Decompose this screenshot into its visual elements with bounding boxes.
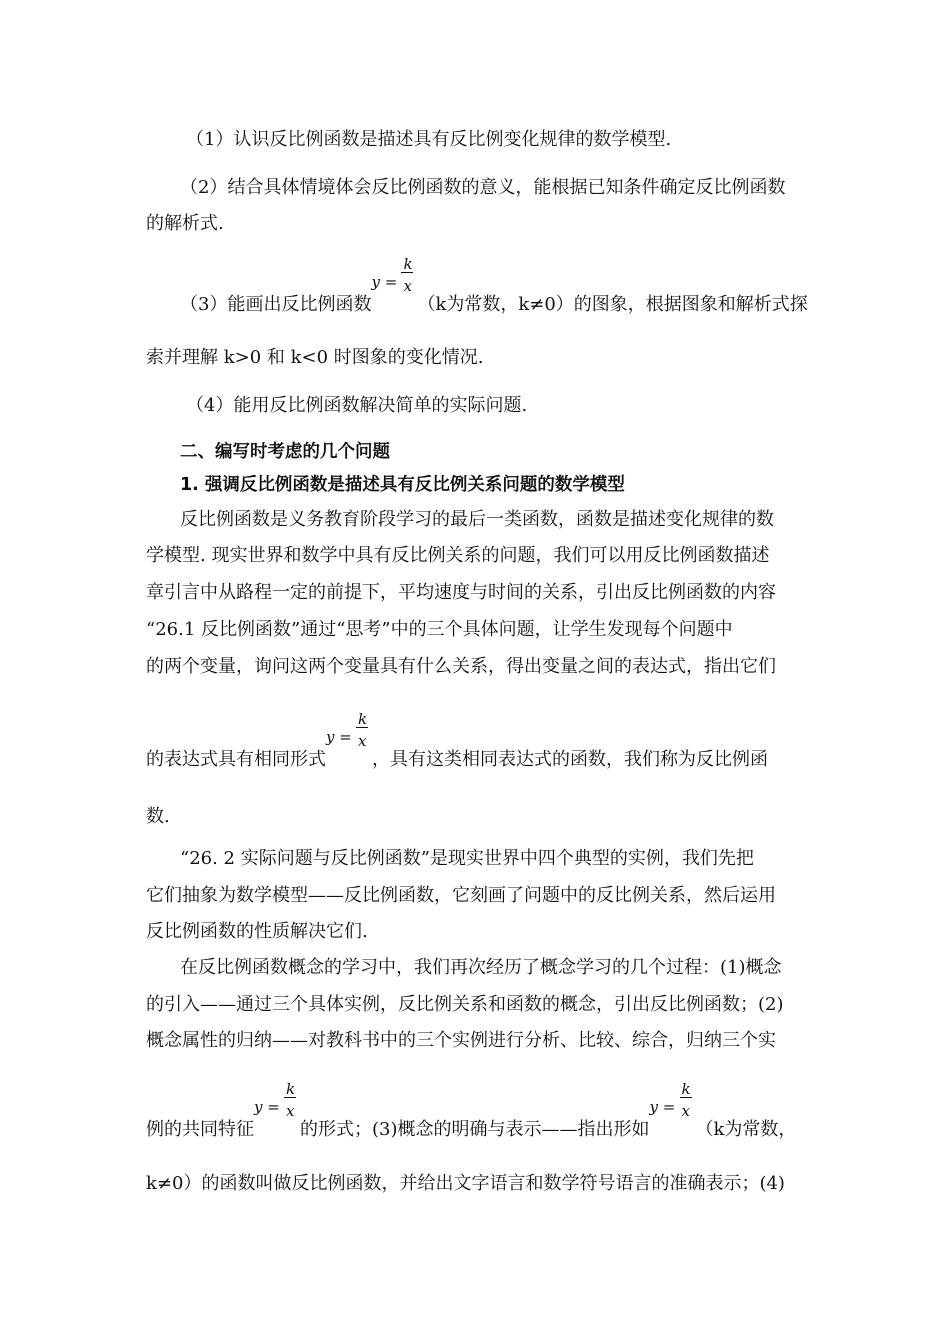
para1-line-3: 章引言中从路程一定的前提下，平均速度与时间的关系，引出反比例函数的内容: [146, 582, 776, 603]
formula-y-equals-k-over-x: y = k x: [326, 710, 368, 750]
para3-text-a: 例的共同特征: [146, 1119, 254, 1140]
para3-text-c: （k为常数，: [695, 1119, 797, 1140]
objective-2-cont: 的解析式.: [146, 213, 224, 234]
para3-line-4: [146, 1080, 797, 1142]
objective-1: （1）认识反比例函数是描述具有反比例变化规律的数学模型.: [186, 129, 672, 150]
para1-line-1: 反比例函数是义务教育阶段学习的最后一类函数，函数是描述变化规律的数: [180, 509, 774, 530]
para2-line-3: 反比例函数的性质解决它们.: [146, 921, 368, 942]
para1-line-6: [146, 710, 768, 772]
para1-line-7: 数.: [146, 806, 170, 827]
para3-text-b: 的形式；(3)概念的明确与表示——指出形如: [300, 1119, 650, 1140]
objective-2: （2）结合具体情境体会反比例函数的意义，能根据已知条件确定反比例函数: [180, 177, 786, 198]
section-heading: 二、编写时考虑的几个问题: [180, 442, 390, 462]
formula-y-equals-k-over-x: y = k x: [371, 255, 413, 295]
formula-y-equals-k-over-x: y = k x: [649, 1080, 691, 1120]
para3-line-3: 概念属性的归纳——对教科书中的三个实例进行分析、比较、综合，归纳三个实: [146, 1030, 776, 1051]
para1-text-cont: ，具有这类相同表达式的函数，我们称为反比例函: [372, 749, 768, 770]
formula-y-equals-k-over-x: y = k x: [254, 1080, 296, 1120]
objective-3-cont: 索并理解 k>0 和 k<0 时图象的变化情况.: [146, 347, 484, 368]
objective-3-text-cont: （k为常数，k≠0）的图象，根据图象和解析式探: [417, 294, 808, 315]
para1-text: 的表达式具有相同形式: [146, 749, 326, 770]
para3-line-1: 在反比例函数概念的学习中，我们再次经历了概念学习的几个过程：(1)概念: [180, 957, 782, 978]
subsection-heading: 1. 强调反比例函数是描述具有反比例关系问题的数学模型: [180, 475, 625, 495]
para1-line-5: 的两个变量，询问这两个变量具有什么关系，得出变量之间的表达式，指出它们: [146, 656, 776, 677]
para1-line-2: 学模型. 现实世界和数学中具有反比例关系的问题，我们可以用反比例函数描述: [146, 545, 770, 566]
objective-3-text: （3）能画出反比例函数: [180, 294, 372, 315]
para2-line-2: 它们抽象为数学模型——反比例函数，它刻画了问题中的反比例关系，然后运用: [146, 885, 776, 906]
para3-line-5: k≠0）的函数叫做反比例函数，并给出文字语言和数学符号语言的准确表示；(4): [146, 1173, 785, 1194]
objective-3: [180, 255, 808, 317]
para2-line-1: “26. 2 实际问题与反比例函数”是现实世界中四个典型的实例，我们先把: [180, 848, 754, 869]
objective-4: （4）能用反比例函数解决简单的实际问题.: [186, 395, 528, 416]
para1-line-4: “26.1 反比例函数”通过“思考”中的三个具体问题，让学生发现每个问题中: [146, 619, 733, 640]
para3-line-2: 的引入——通过三个具体实例，反比例关系和函数的概念，引出反比例函数；(2): [146, 994, 784, 1015]
